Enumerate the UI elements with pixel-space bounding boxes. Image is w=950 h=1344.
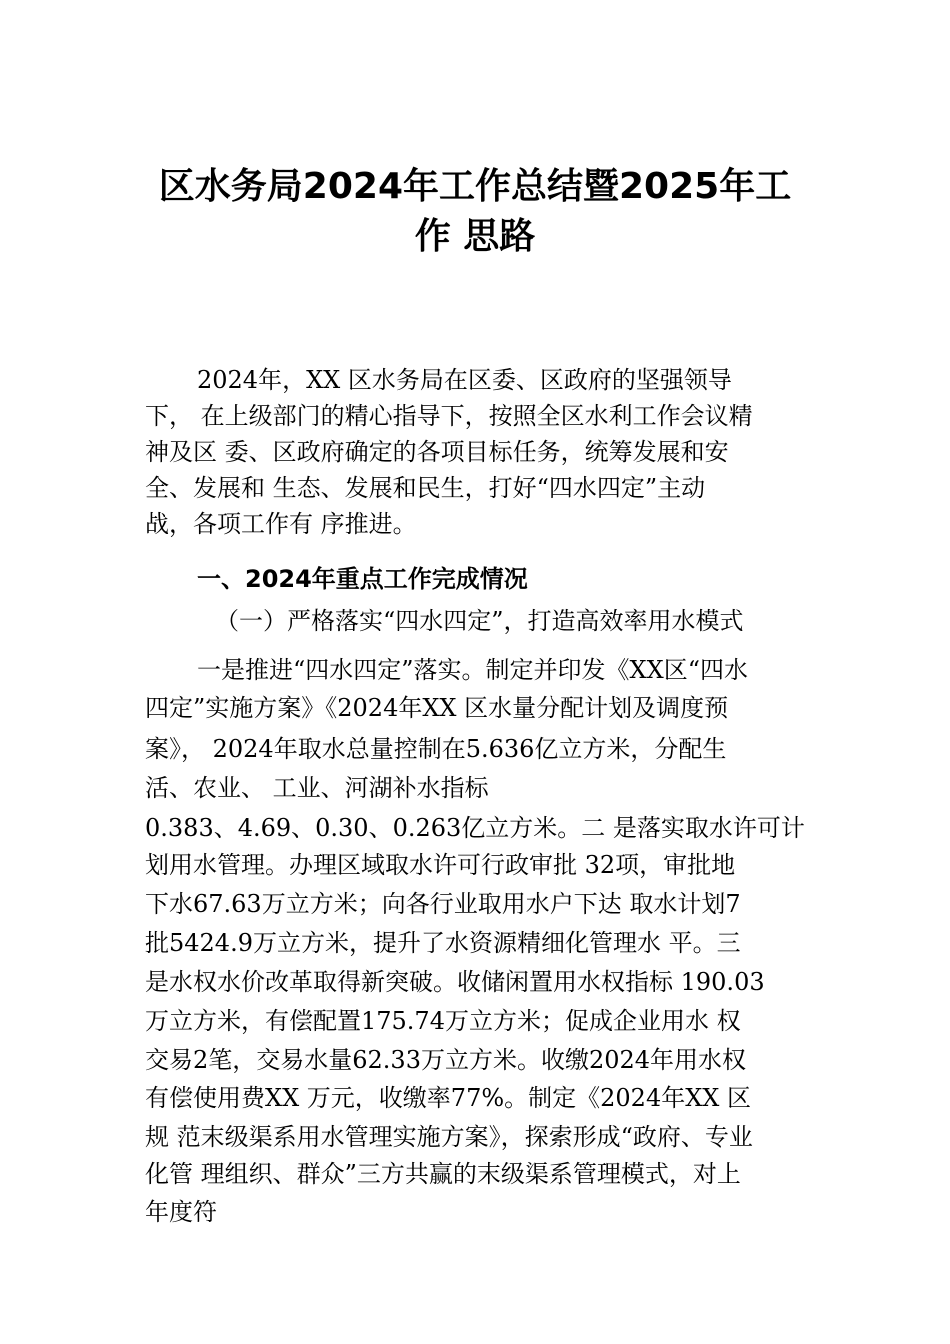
body-line: 案》， 2024年取水总量控制在5.636亿立方米，分配生 [145,735,727,763]
document-title [130,162,820,262]
body-line: 有偿使用费XX 万元，收缴率77%。制定《2024年XX 区 [145,1084,752,1112]
body-line: 一是推进“四水四定”落实。制定并印发《XX区“四水 [197,656,748,684]
body-line: 下水67.63万立方米；向各行业取用水户下达 取水计划7 [145,890,741,918]
intro-line: 下， 在上级部门的精心指导下，按照全区水利工作会议精 [145,402,753,430]
body-line: 万立方米，有偿配置175.74万立方米；促成企业用水 权 [145,1007,741,1035]
title-line-1: 区水务局2024年工作总结暨2025年工 [158,166,792,207]
body-line: 是水权水价改革取得新突破。收储闲置用水权指标 190.03 [145,968,765,996]
body-line: 交易2笔，交易水量62.33万立方米。收缴2024年用水权 [145,1046,747,1074]
intro-line: 神及区 委、区政府确定的各项目标任务，统筹发展和安 [145,438,729,466]
body-line: 批5424.9万立方米，提升了水资源精细化管理水 平。三 [145,929,741,957]
intro-line: 战，各项工作有 序推进。 [145,510,417,538]
section-heading: 一、2024年重点工作完成情况 [197,565,528,593]
body-line: 年度符 [145,1198,217,1226]
intro-line: 全、发展和 生态、发展和民生，打好“四水四定”主动 [145,474,706,502]
body-line: 化管 理组织、群众”三方共赢的末级渠系管理模式，对上 [145,1160,741,1188]
intro-line: 2024年，XX 区水务局在区委、区政府的坚强领导 [197,366,732,394]
body-line: 0.383、4.69、0.30、0.263亿立方米。二 是落实取水许可计 [145,814,805,842]
title-line-2: 作 思路 [414,216,536,257]
body-line: 活、农业、 工业、河湖补水指标 [145,774,489,802]
body-line: 规 范末级渠系用水管理实施方案》，探索形成“政府、专业 [145,1123,753,1151]
body-line: 划用水管理。办理区域取水许可行政审批 32项，审批地 [145,851,736,879]
subsection-heading: （一）严格落实“四水四定”，打造高效率用水模式 [215,607,744,635]
body-line: 四定”实施方案》《2024年XX 区水量分配计划及调度预 [145,694,729,722]
